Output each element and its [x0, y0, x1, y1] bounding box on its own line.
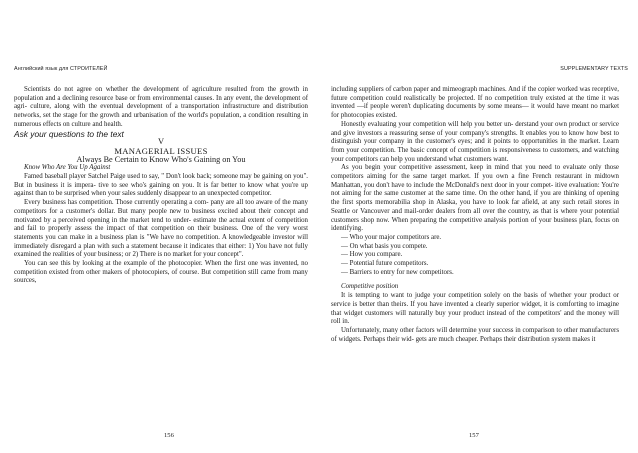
- list-item: — Potential future competitors.: [341, 260, 429, 268]
- list-item: — How you compare.: [341, 251, 403, 259]
- paragraph: Famed baseball player Satchel Paige used to say, " Don't look back; someone may be gaining on you". But in business it is impera- tive to see who's gaining on you. It is far better to know what you're up against than to be surprised when your sales suddenly disappear to an unexpected competitor.: [14, 173, 308, 198]
- paragraph: It is tempting to want to judge your competition solely on the basis of whether your product or service is better than theirs. If you have invented a clearly superior widget, it is comforting to imagine that widget customers will naturally buy your product instead of the competitors' and the money will roll in.: [331, 292, 619, 326]
- right-page: [319, 0, 638, 453]
- section-title: MANAGERIAL ISSUES: [114, 145, 208, 156]
- subheading: Competitive position: [341, 283, 399, 291]
- list-item: — Barriers to entry for new competitors.: [341, 268, 454, 276]
- running-header: Английский язык для СТРОИТЕЛЕЙ: [14, 66, 108, 72]
- paragraph: Unfortunately, many other factors will determine your success in comparison to other manufacturers of widgets. Perhaps their wid- gets are much cheaper. Perhaps their distribution system makes it: [331, 326, 619, 343]
- subheading: Know Who Are You Up Against: [24, 164, 111, 172]
- page-number: 157: [469, 432, 479, 439]
- list-item: — On what basis you compete.: [341, 242, 428, 250]
- paragraph: Honestly evaluating your competition will help you better un- derstand your own product or service and give investors a reassuring sense of your company's strengths. It enables you to know how best to distinguish your company in the customer's eyes; and it points to opportunities in the market. Learn from your competition. The basic concept of competition is responsiveness to customers, and watching your competitors can help you understand what customers want.: [331, 120, 619, 163]
- section-subtitle: Always Be Certain to Know Who's Gaining on You: [76, 154, 246, 164]
- paragraph: You can see this by looking at the example of the photocopier. When the first one was invented, no competition existed from other makers of photocopiers, of course. But competition still came from many sources,: [14, 260, 308, 285]
- task-heading: Ask your questions to the text: [14, 128, 124, 139]
- list-item: — Who your major competitors are.: [341, 233, 442, 241]
- page-number: 156: [164, 432, 174, 439]
- paragraph: Every business has competition. Those currently operating a com- pany are all too aware of the many competitors for a customer's dollar. But many people new to business excited about their concept and motivated by a perceived opening in the market tend to under- estimate the actual extent of competition and fail to properly assess the impact of that competition on their business. One of the very worst statements you can make in a business plan is "We have no competition. A knowledgeable investor will immediately disregard a plan with such a statement because it indicates that either: 1) You have not fully examined the realities of your business; or 2) There is no market for your concept".: [14, 199, 308, 259]
- paragraph: As you begin your competitive assessment, keep in mind that you need to evaluate only those competitors aiming for the same target market. If you own a fine French restaurant in midtown Manhattan, you don't have to include the McDonald's next door in your compet- itive evaluation: You're not aiming for the same customer at the same time. On the other hand, if you are thinking of opening the first sports memorabilia shop in Alaska, you have to look far afield, at any such retail stores in Seattle or Vancouver and mail-order dealers from all over the country, as that is where your potential customers shop now. When preparing the competitive analysis portion of your business plan, focus on identifying.: [331, 164, 619, 233]
- section-number: V: [157, 137, 165, 147]
- text-column: [14, 86, 308, 286]
- text-column: [331, 86, 619, 344]
- paragraph: Scientists do not agree on whether the development of agriculture resulted from the growth in population and a declining resource base or from environmental causes. In any event, the development of agri- culture, along with the eventual development of a transportation infrastructure and distribution networks, set the stage for the growth and urbanisation of the world's population, a condition resulting in numerous effects on culture and health.: [14, 86, 308, 128]
- paragraph: including suppliers of carbon paper and mimeograph machines. And if the copier worked was receptive, future competition could realistically be projected. If no competition truly existed at the time it was invented —if people weren't duplicating documents by some means— it would have meant no market for photocopies existed.: [331, 86, 619, 120]
- running-header: SUPPLEMENTARY TEXTS: [560, 66, 628, 72]
